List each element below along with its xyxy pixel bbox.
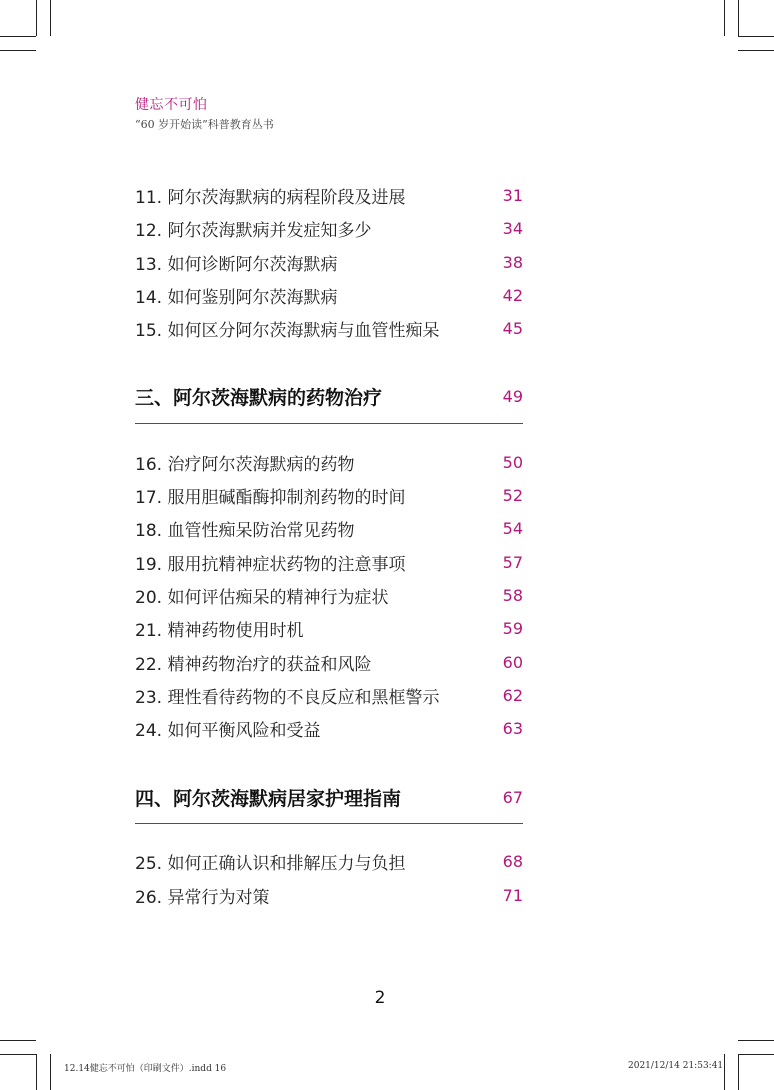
crop-mark: [738, 0, 739, 36]
toc-entry-page: 54: [502, 518, 523, 538]
crop-mark: [50, 1054, 51, 1090]
book-title: 健忘不可怕: [135, 97, 208, 113]
crop-mark: [36, 0, 37, 36]
section-divider: [135, 823, 523, 824]
toc-entry-label: 22. 精神药物治疗的获益和风险: [135, 654, 372, 675]
toc-entry-page: 71: [502, 885, 523, 905]
crop-mark: [738, 1040, 774, 1041]
toc-entry[interactable]: [135, 449, 523, 475]
toc-entry-label: 11. 阿尔茨海默病的病程阶段及进展: [135, 187, 406, 208]
crop-mark: [738, 1054, 739, 1090]
section-page: 67: [502, 787, 523, 807]
toc-entry-page: 60: [502, 652, 523, 672]
toc-entry[interactable]: [135, 249, 523, 275]
crop-mark: [50, 0, 51, 36]
toc-entry-page: 58: [502, 585, 523, 605]
toc-entry-page: 50: [502, 452, 523, 472]
crop-mark: [724, 0, 725, 36]
toc-entry-label: 20. 如何评估痴呆的精神行为症状: [135, 587, 389, 608]
crop-mark: [0, 1054, 36, 1055]
toc-entry[interactable]: [135, 215, 523, 241]
crop-mark: [738, 1054, 774, 1055]
toc-entry[interactable]: [135, 282, 523, 308]
section-heading[interactable]: [135, 381, 523, 411]
crop-mark: [724, 1054, 725, 1090]
section-divider: [135, 423, 523, 424]
print-slug-filename: 12.14健忘不可怕（印刷文件）.indd 16: [64, 1064, 227, 1074]
toc-entry-label: 16. 治疗阿尔茨海默病的药物: [135, 454, 355, 475]
toc-entry-page: 62: [502, 685, 523, 705]
toc-entry-label: 19. 服用抗精神症状药物的注意事项: [135, 554, 406, 575]
toc-entry-label: 26. 异常行为对策: [135, 887, 270, 908]
page-number: 2: [374, 988, 386, 1008]
toc-entry[interactable]: [135, 882, 523, 908]
toc-entry[interactable]: [135, 582, 523, 608]
toc-entry-page: 57: [502, 552, 523, 572]
crop-mark: [0, 50, 36, 51]
section-heading[interactable]: [135, 782, 523, 812]
toc-entry-page: 45: [502, 318, 523, 338]
section-page: 49: [502, 386, 523, 406]
toc-entry-label: 23. 理性看待药物的不良反应和黑框警示: [135, 687, 440, 708]
toc-entry-label: 18. 血管性痴呆防治常见药物: [135, 520, 355, 541]
crop-mark: [0, 1040, 36, 1041]
toc-entry-label: 21. 精神药物使用时机: [135, 620, 304, 641]
toc-entry-page: 63: [502, 718, 523, 738]
toc-entry[interactable]: [135, 549, 523, 575]
section-title: 四、阿尔茨海默病居家护理指南: [135, 787, 402, 810]
toc-entry-label: 14. 如何鉴别阿尔茨海默病: [135, 287, 338, 308]
toc-entry[interactable]: [135, 615, 523, 641]
toc-entry[interactable]: [135, 515, 523, 541]
crop-mark: [738, 36, 774, 37]
crop-mark: [0, 36, 36, 37]
toc-entry[interactable]: [135, 715, 523, 741]
toc-entry-page: 31: [502, 185, 523, 205]
toc-entry[interactable]: [135, 182, 523, 208]
toc-entry[interactable]: [135, 848, 523, 874]
toc-entry-page: 42: [502, 285, 523, 305]
toc-entry[interactable]: [135, 682, 523, 708]
print-slug-timestamp: 2021/12/14 21:53:41: [628, 1061, 724, 1071]
toc-entry[interactable]: [135, 315, 523, 341]
crop-mark: [36, 1054, 37, 1090]
toc-entry-page: 52: [502, 485, 523, 505]
toc-entry-page: 34: [502, 218, 523, 238]
toc-entry-label: 12. 阿尔茨海默病并发症知多少: [135, 220, 372, 241]
toc-entry-label: 24. 如何平衡风险和受益: [135, 720, 321, 741]
toc-entry-label: 17. 服用胆碱酯酶抑制剂药物的时间: [135, 487, 406, 508]
toc-entry[interactable]: [135, 482, 523, 508]
toc-entry-label: 13. 如何诊断阿尔茨海默病: [135, 254, 338, 275]
series-subtitle: “60 岁开始读”科普教育丛书: [135, 118, 274, 131]
toc-entry-page: 59: [502, 618, 523, 638]
section-title: 三、阿尔茨海默病的药物治疗: [135, 386, 383, 409]
toc-entry-label: 15. 如何区分阿尔茨海默病与血管性痴呆: [135, 320, 440, 341]
toc-entry-page: 68: [502, 851, 523, 871]
crop-mark: [738, 50, 774, 51]
toc-entry-page: 38: [502, 252, 523, 272]
toc-entry-label: 25. 如何正确认识和排解压力与负担: [135, 853, 406, 874]
toc-entry[interactable]: [135, 649, 523, 675]
